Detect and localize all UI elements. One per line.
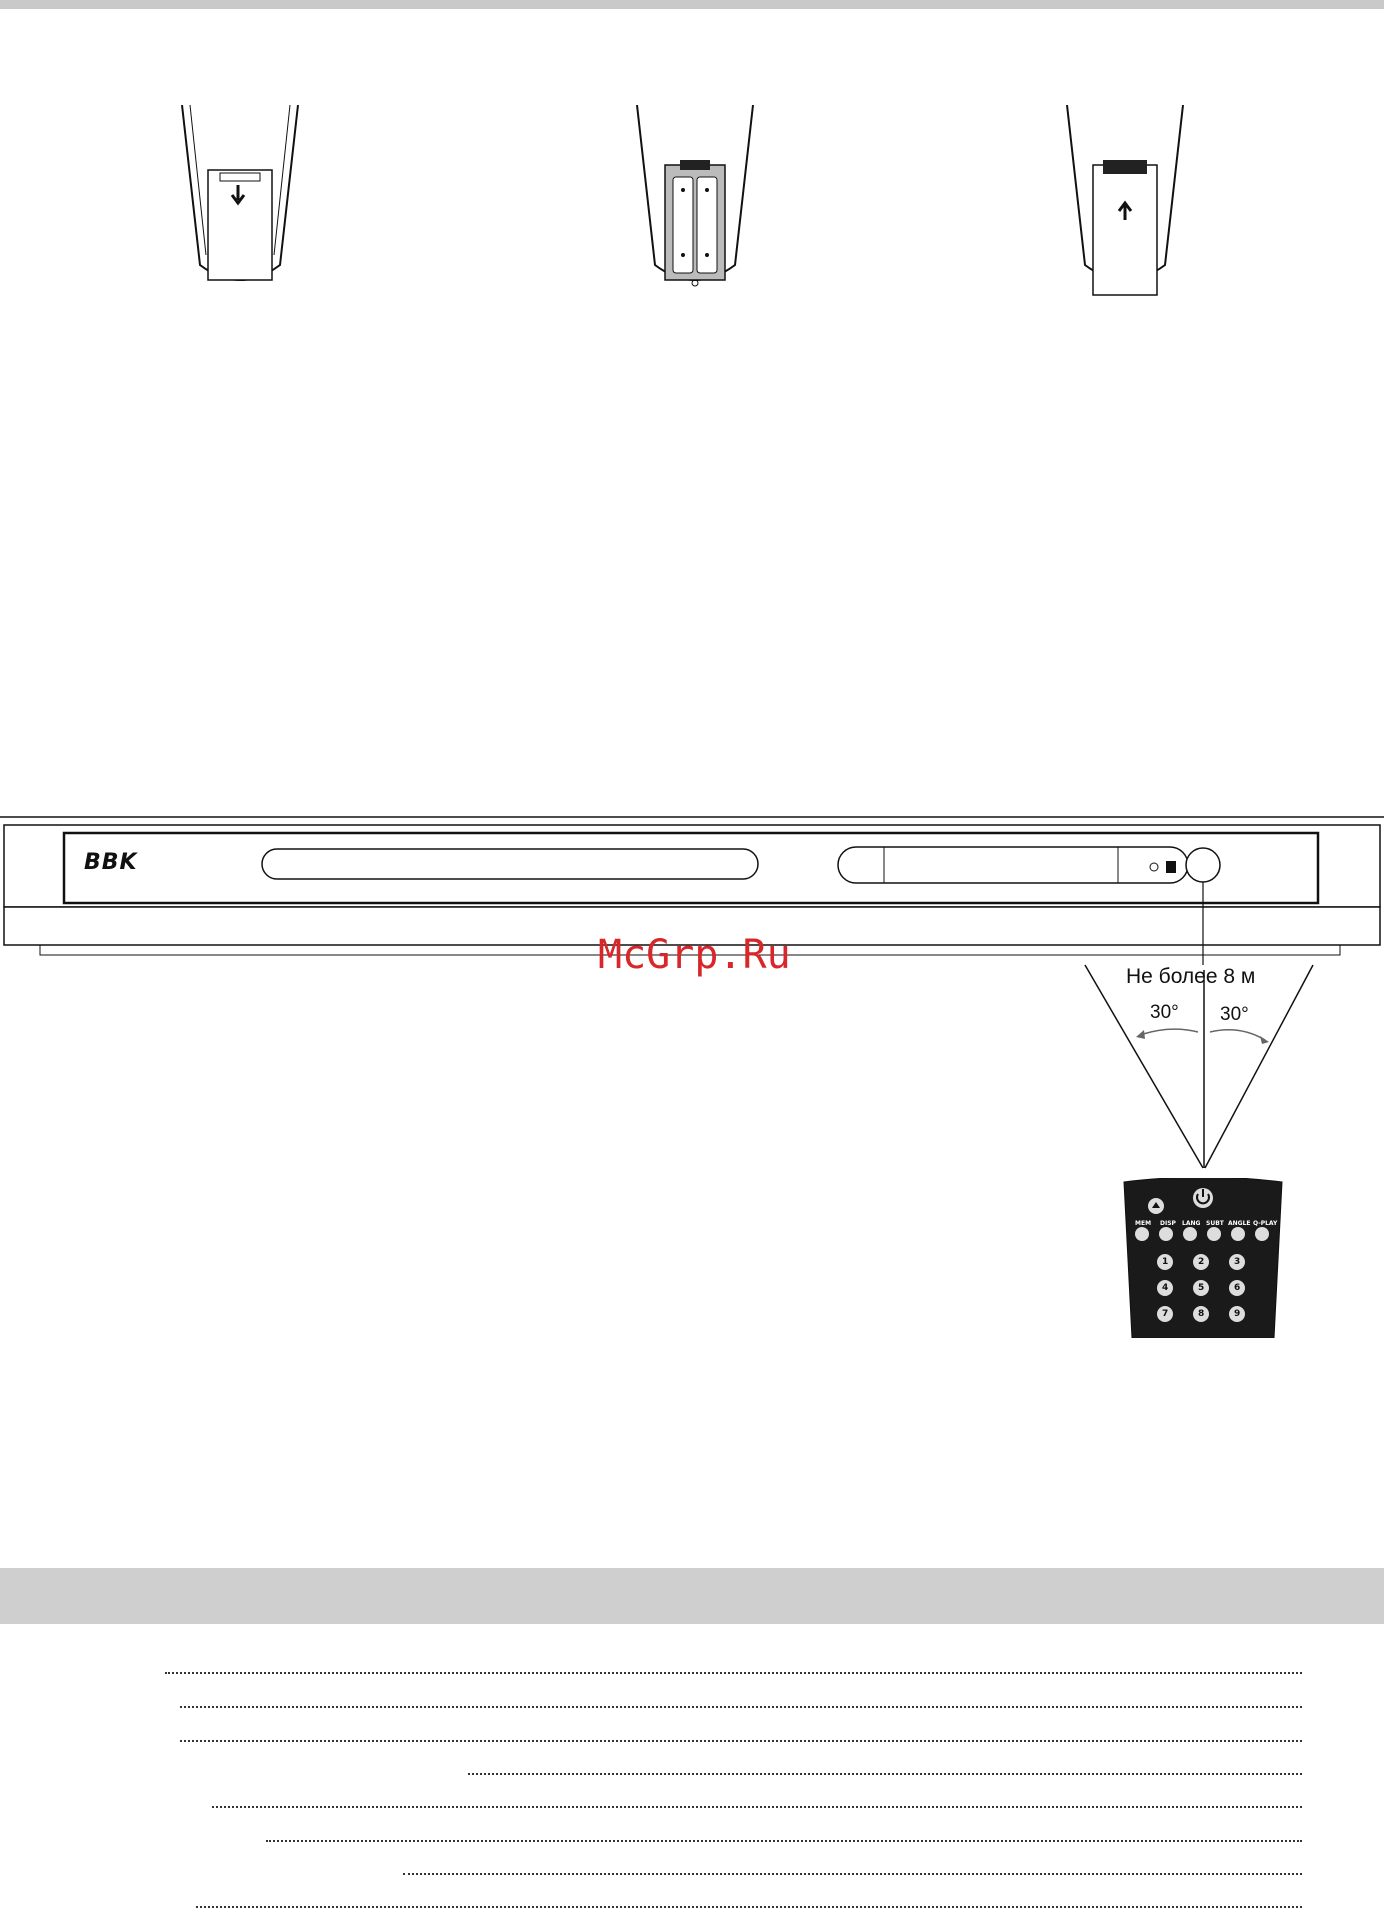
toc-leader <box>180 1706 1302 1710</box>
rc-btn-angle-label: ANGLE <box>1228 1220 1251 1227</box>
rc-btn-disp-label: DISP <box>1160 1220 1176 1227</box>
toc-leader <box>266 1840 1302 1844</box>
rc-btn-mem-label: MEM <box>1135 1220 1152 1227</box>
section-header-band <box>0 1568 1384 1624</box>
remote-back-cover-closing-figure <box>1055 105 1195 305</box>
rc-btn-qplay-label: Q-PLAY <box>1253 1220 1278 1227</box>
rc-num-5: 5 <box>1198 1283 1205 1293</box>
remote-back-cover-closed-figure <box>170 105 310 305</box>
toc-leader <box>403 1873 1302 1877</box>
toc-leader <box>180 1740 1302 1744</box>
angle-right-label: 30° <box>1220 1004 1249 1025</box>
remote-batteries-inserted-figure <box>625 105 765 305</box>
toc-leader <box>468 1773 1302 1777</box>
rc-btn-subt-label: SUBT <box>1206 1220 1224 1227</box>
toc-leader <box>212 1806 1302 1810</box>
rc-num-9: 9 <box>1234 1309 1241 1319</box>
rc-num-4: 4 <box>1162 1283 1169 1293</box>
top-divider-bar <box>0 0 1384 9</box>
range-distance-label: Не более 8 м <box>1126 965 1256 988</box>
angle-left-label: 30° <box>1150 1002 1179 1023</box>
rc-num-7: 7 <box>1162 1309 1169 1319</box>
rc-num-8: 8 <box>1198 1309 1205 1319</box>
toc-leader <box>196 1906 1302 1910</box>
rc-num-3: 3 <box>1234 1257 1241 1267</box>
rc-num-2: 2 <box>1198 1257 1205 1267</box>
toc-leader <box>165 1672 1302 1676</box>
remote-control-figure <box>1118 1178 1288 1338</box>
brand-logo: BBK <box>84 850 138 875</box>
rc-num-6: 6 <box>1234 1283 1241 1293</box>
rc-btn-lang-label: LANG <box>1182 1220 1201 1227</box>
rc-num-1: 1 <box>1162 1257 1169 1267</box>
watermark-text: McGrp.Ru <box>598 932 791 978</box>
